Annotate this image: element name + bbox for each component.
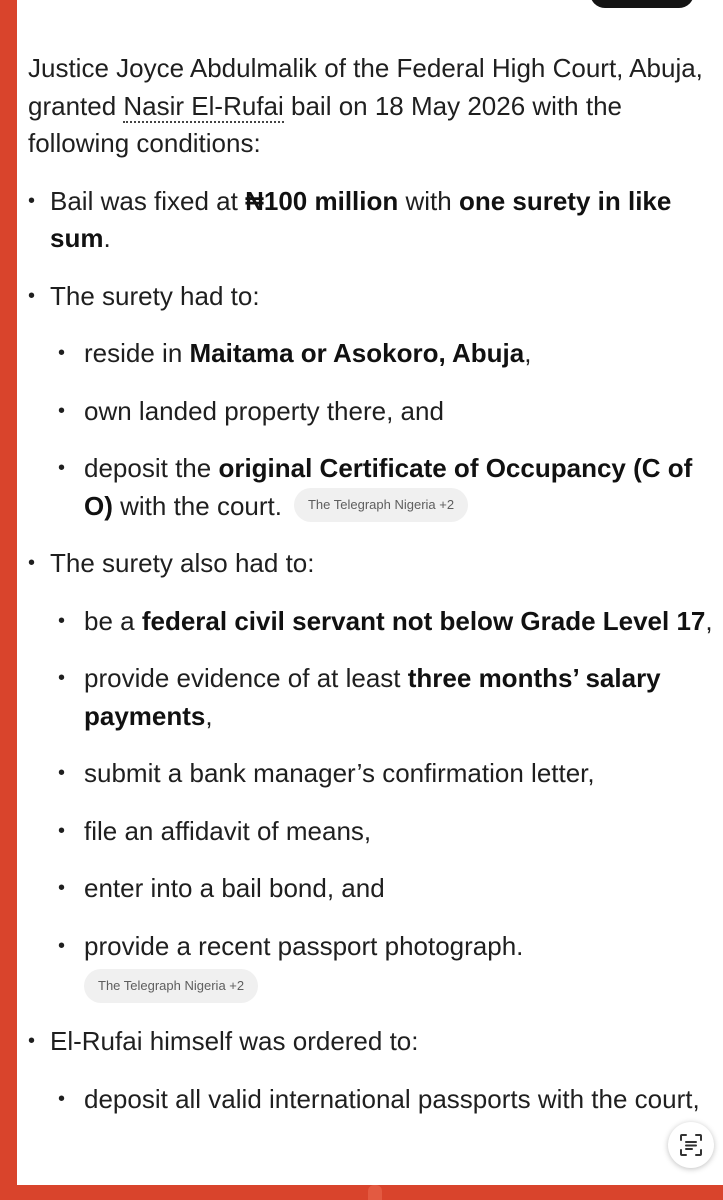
surety-also-list xyxy=(50,603,718,1004)
bail-text-with: with xyxy=(398,185,459,216)
list-item-elrufai-orders xyxy=(28,1023,718,1118)
intro-text-after: bail on 18 May 2026 with the following conditions: xyxy=(28,90,622,158)
list-item-own-property xyxy=(50,393,718,431)
list-item-bank-letter xyxy=(50,755,718,793)
bottom-accent-strip xyxy=(0,1185,723,1200)
left-accent-bar xyxy=(0,0,17,1200)
response-content xyxy=(28,50,718,1118)
elrufai-heading: El-Rufai himself was ordered to: xyxy=(50,1026,419,1057)
surety-count: one surety in like sum xyxy=(50,185,672,253)
list-item-civil-servant xyxy=(50,603,718,641)
own-property-text: own landed property there, and xyxy=(84,395,444,426)
elrufai-orders-list xyxy=(50,1081,718,1119)
deposit-passports-text: deposit all valid international passports with the court, xyxy=(84,1083,700,1114)
top-dark-pill xyxy=(590,0,694,8)
person-link-nasir-el-rufai[interactable]: Nasir El-Rufai xyxy=(123,90,284,121)
salary-text-end: , xyxy=(205,700,213,731)
list-item-bail-bond xyxy=(50,870,718,908)
intro-text-before: Justice Joyce Abdulmalik of the Federal High Court, Abuja, granted xyxy=(28,53,703,121)
passport-photo-text: provide a recent passport photograph. xyxy=(84,930,524,961)
affidavit-text: file an affidavit of means, xyxy=(84,815,372,846)
bail-bond-text: enter into a bail bond, and xyxy=(84,873,385,903)
text-summary-icon xyxy=(678,1132,704,1158)
servant-rank: federal civil servant not below Grade Level 17 xyxy=(141,605,706,636)
bail-amount: ₦100 million xyxy=(245,185,399,216)
list-item-salary-evidence xyxy=(50,660,718,735)
deposit-text-end: with the court. xyxy=(112,490,282,521)
salary-months: three months’ salary payments xyxy=(84,663,661,731)
list-item-deposit-passports xyxy=(50,1081,718,1119)
text-summary-button[interactable] xyxy=(668,1122,714,1168)
list-item-affidavit xyxy=(50,813,718,851)
list-item-surety-requirements xyxy=(28,278,718,526)
servant-text: be a xyxy=(84,605,142,636)
list-item-bail-amount xyxy=(28,183,718,258)
salary-text: provide evidence of at least xyxy=(84,663,408,693)
surety-also-heading: The surety also had to: xyxy=(50,548,315,578)
deposit-document: original Certificate of Occupancy (C of O) xyxy=(84,453,693,521)
servant-text-end: , xyxy=(705,605,713,636)
surety-requirements-list xyxy=(50,335,718,525)
bail-text: Bail was fixed at xyxy=(50,185,246,216)
list-item-reside xyxy=(50,335,718,373)
list-item-surety-also xyxy=(28,545,718,1003)
surety-heading: The surety had to: xyxy=(50,280,260,311)
intro-paragraph xyxy=(28,50,718,163)
reside-text: reside in xyxy=(84,338,190,368)
source-chip[interactable]: The Telegraph Nigeria +2 xyxy=(294,488,468,522)
source-chip[interactable]: The Telegraph Nigeria +2 xyxy=(84,969,258,1003)
list-item-deposit-cofo xyxy=(50,450,718,525)
bottom-notch xyxy=(368,1185,382,1200)
conditions-list xyxy=(28,183,718,1119)
deposit-text: deposit the xyxy=(84,453,219,483)
reside-text-end: , xyxy=(524,338,532,368)
list-item-passport-photo xyxy=(50,928,718,1004)
bank-letter-text: submit a bank manager’s confirmation letter, xyxy=(84,758,595,788)
bail-text-end: . xyxy=(103,223,111,253)
reside-place: Maitama or Asokoro, Abuja xyxy=(189,338,525,368)
